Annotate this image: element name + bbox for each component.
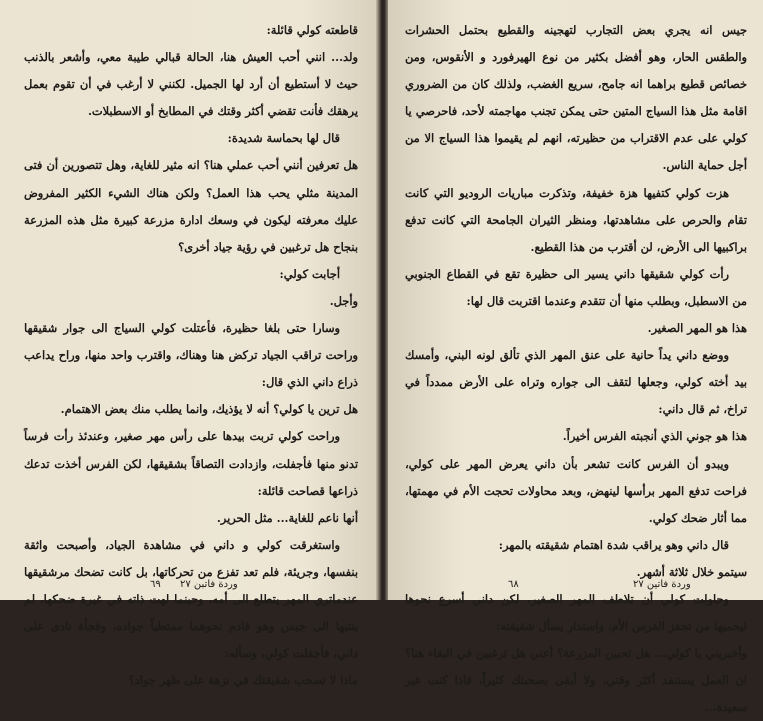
paragraph: جيس انه يجري بعض التجارب لتهجينه والقطيع بحتمل الحشرات والطقس الحار، وهو أفضل بكثير من نوع الهيرفورد و الأنقوس، ومن خصائص قطيع براهما انه جامح، سريع الغضب، ولذلك كان من الضروري اقامة مثل هذا السياج المتين حتى يمكن تجنب مهاجمته لأحد، فاحرصي يا كولي على عدم الاقتراب من حظيرته، انهم لم يقيموا هذا السياج الا من أجل حماية الناس.: [405, 23, 747, 173]
left-page: [0, 0, 378, 688]
right-page: [388, 0, 763, 715]
running-footer: وردة فاتين ٢٧: [633, 579, 691, 590]
paragraph: هذا هو المهر الصغير.: [647, 321, 747, 336]
paragraph: قال داني وهو يراقب شدة اهتمام شقيقته بالمهر:: [498, 537, 729, 552]
paragraph: قاطعته كولي قائلة:: [266, 23, 358, 37]
paragraph: وراحت كولي تربت بيدها على رأس مهر صغير، وعندئذ رأت فرساً تدنو منها فأجفلت، وازدادت التصاقاً بشقيقها، لكن الفرس أخذت تدعك ذراعها قصاحت قائلة:: [24, 429, 358, 498]
paragraph: واستغرقت كولي و داني في مشاهدة الجياد، وأصبحت واثقة بنفسها، وجريئة، فلم تعد تفزع من تحركاتها، بل كانت تضحك مرشقيقها عندماتري المهر يتطلع الى أمه، وحينما لهت ذاته في غيرة ضحكها، لم ينتبها الى جيس وهو قادم نحوهما ممتطياً جواده، وفجأة نادى على داني، فأجفلت كولي، وسأله:: [24, 537, 358, 661]
paragraph: ويبدو أن الفرس كانت تشعر بأن داني يعرض المهر على كولي، فراحت تدفع المهر برأسها لينهض، وبعد محاولات تحجت الأم في مهمتها، مما أثار ضحك كولي.: [405, 456, 747, 525]
paragraph: هزت كولي كتفيها هزة خفيفة، وتذكرت مباريات الروديو التي كانت تقام والحرص على مشاهدتها، ومنظر الثيران الجامحة التي كانت تدفع براكبيها الى الأرض، لن أقترب من هذا القطيع.: [405, 185, 747, 254]
paragraph: قال لها بحماسة شديدة:: [227, 131, 340, 146]
page-number: ٦٩: [150, 579, 161, 590]
paragraph: هل ترين يا كولي؟ أنه لا يؤذيك، وانما يطلب منك بعض الاهتمام.: [60, 402, 358, 417]
paragraph: وحاولت كولي أن تلاطف المهر الصغير، لكن داني أسرع نحوها ليحميها من تحفز الفرس الأم، واستدار يسأل شقيقته:: [405, 591, 747, 634]
paragraph: ووضع داني يداً حانية على عنق المهر الذي تألق لونه البني، وأمسك بيد أخته كولي، وجعلها لتقف الى جواره وتراه على الأرض ممدداً في تراخ، ثم قال داني:: [405, 348, 747, 417]
paragraph: وسارا حتى بلغا حظيرة، فأعتلت كولي السياج الى جوار شقيقها وراحت تراقب الجياد تركض هنا وهناك، واقترب واحد منها، وراح يداعب ذراع داني الذي قال:: [24, 321, 358, 390]
paragraph: هل تعرفين أنني أحب عملي هنا؟ انه مثير للغاية، وهل تتصورين أن فتى المدينة مثلي يحب هذا العمل؟ ولكن هناك الشيء الكثير المفروض عليك معرفته ليكون في وسعك ادارة مزرعة كبيرة مثل هذه المزرعة بنجاح هل ترغبين في رؤية جياد أخرى؟: [24, 158, 358, 254]
paragraph: أجابت كولي:: [279, 266, 340, 281]
paragraph: أنها ناعم للغاية... مثل الحرير.: [216, 510, 358, 525]
right-page-text: [405, 17, 747, 721]
paragraph: وأجل.: [329, 293, 358, 308]
running-footer: وردة فاتبن ٢٧: [180, 579, 238, 590]
page-number: ٦٨: [508, 579, 519, 590]
paragraph: ولد... انني أحب العيش هنا، الحالة قبالي طيبة معي، وأشعر بالذنب حيث لا أستطيع أن أرد لها الجميل. لكنني لا أرغب في أن تقوم بعمل يرهقك فأنت تقضي أكثر وقتك في المطابخ أو الاسطبلات.: [24, 50, 358, 119]
paragraph: ماذا لا تصحب شقيقتك في نزهة على ظهر جواد؟: [128, 673, 358, 688]
paragraph: سيتمو خلال ثلاثة أشهر.: [636, 564, 747, 579]
paragraph: رأت كولي شقيقها داني يسير الى حظيرة تقع في القطاع الجنوبي من الاسطبل، وبطلب منها أن تتقدم وعندما اقتربت قال لها:: [405, 266, 747, 308]
paragraph: هذا هو جوني الذي أنجبته الفرس أخيراً.: [562, 429, 747, 444]
left-page-text: [24, 17, 358, 694]
paragraph: وأخبريني يا كولي... هل تحبين المزرعة؟ أعني هل ترغبين في البقاء هنا؟ ان العمل يستنفد أكثر وقتي، ولا أبقى بصحبتك كثيراً، فاذا كنت غير سعيدة...: [405, 646, 747, 715]
